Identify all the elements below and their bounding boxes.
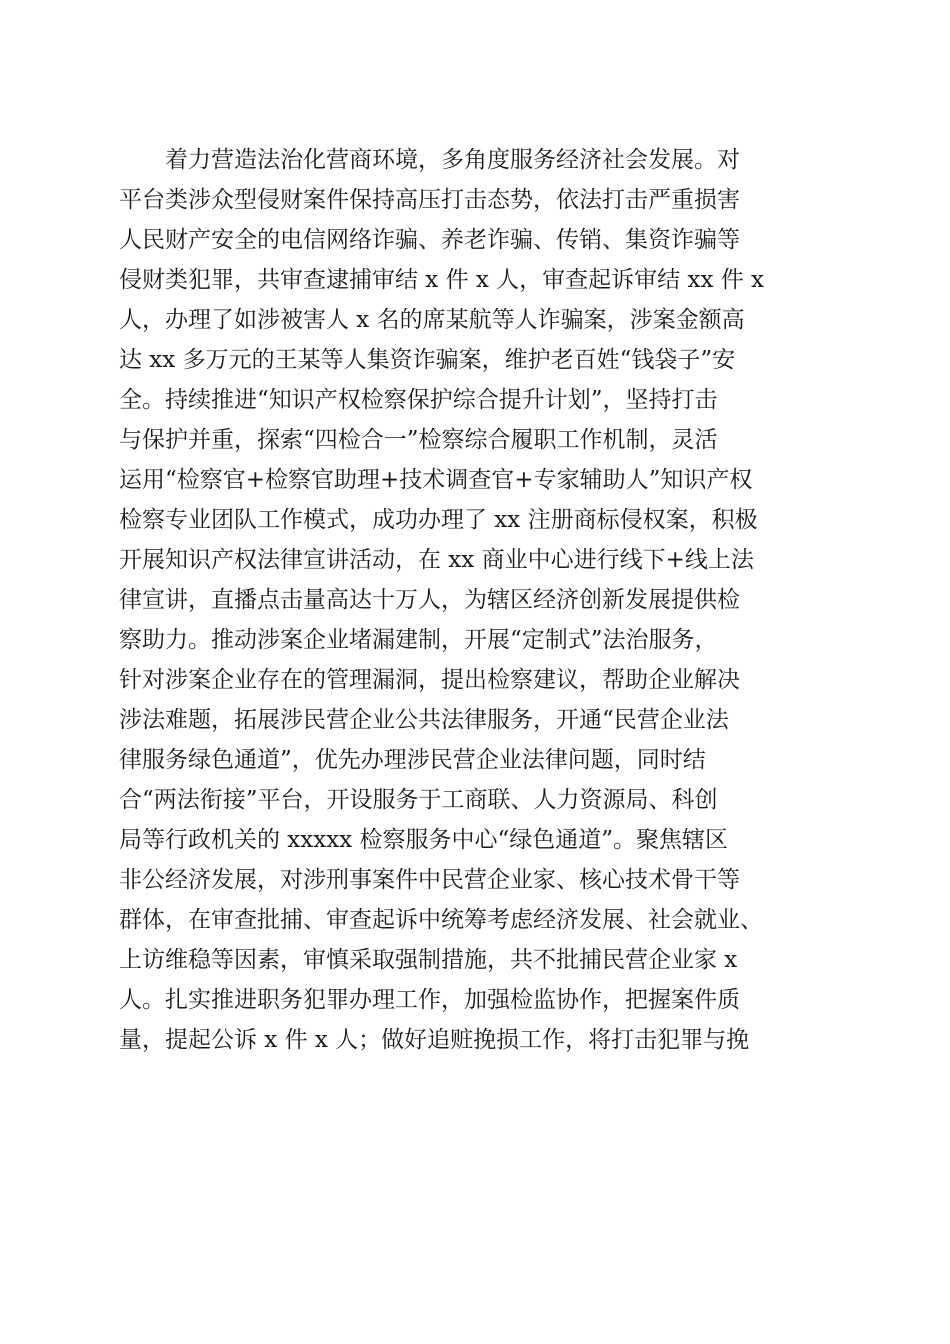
paragraph-line: 全。持续推进“知识产权检察保护综合提升计划”，坚持打击: [119, 387, 718, 413]
paragraph-line: 检察专业团队工作模式，成功办理了 xx 注册商标侵权案，积极: [119, 507, 758, 533]
paragraph-line: 律服务绿色通道”，优先办理涉民营企业法律问题，同时结: [119, 747, 706, 773]
paragraph-line: 律宣讲，直播点击量高达十万人，为辖区经济创新发展提供检: [119, 587, 740, 613]
paragraph-line: 运用“检察官+检察官助理+技术调查官+专家辅助人”知识产权: [119, 467, 753, 493]
paragraph-line: 量，提起公诉 x 件 x 人；做好追赃挽损工作，将打击犯罪与挽: [119, 1027, 750, 1053]
paragraph-line: 合“两法衔接”平台，开设服务于工商联、人力资源局、科创: [119, 787, 718, 813]
paragraph-line: 人民财产安全的电信网络诈骗、养老诈骗、传销、集资诈骗等: [119, 227, 740, 253]
paragraph-line: 涉法难题，拓展涉民营企业公共法律服务，开通“民营企业法: [119, 707, 729, 733]
paragraph-line: 群体，在审查批捕、审查起诉中统筹考虑经济发展、社会就业、: [119, 907, 763, 933]
paragraph-line: 侵财类犯罪，共审查逮捕审结 x 件 x 人，审查起诉审结 xx 件 x: [119, 267, 765, 293]
paragraph-line: 人，办理了如涉被害人 x 名的席某航等人诈骗案，涉案金额高: [119, 307, 745, 333]
paragraph-line: 察助力。推动涉案企业堵漏建制，开展“定制式”法治服务，: [119, 627, 718, 653]
paragraph-line: 开展知识产权法律宣讲活动，在 xx 商业中心进行线下+线上法: [119, 547, 754, 573]
paragraph-line: 非公经济发展，对涉刑事案件中民营企业家、核心技术骨干等: [119, 867, 740, 893]
paragraph-line: 与保护并重，探索“四检合一”检察综合履职工作机制，灵活: [119, 427, 718, 453]
paragraph-line: 针对涉案企业存在的管理漏洞，提出检察建议，帮助企业解决: [119, 667, 740, 693]
paragraph-line: 人。扎实推进职务犯罪办理工作，加强检监协作，把握案件质: [119, 987, 740, 1013]
paragraph-line: 平台类涉众型侵财案件保持高压打击态势，依法打击严重损害: [119, 187, 740, 213]
paragraph-line: 达 xx 多万元的王某等人集资诈骗案，维护老百姓“钱袋子”安: [119, 347, 736, 373]
paragraph-line: 着力营造法治化营商环境，多角度服务经济社会发展。对: [165, 147, 740, 173]
paragraph-line: 上访维稳等因素，审慎采取强制措施，共不批捕民营企业家 x: [119, 947, 738, 973]
paragraph-line: 局等行政机关的 xxxxx 检察服务中心“绿色通道”。聚焦辖区: [119, 827, 728, 853]
